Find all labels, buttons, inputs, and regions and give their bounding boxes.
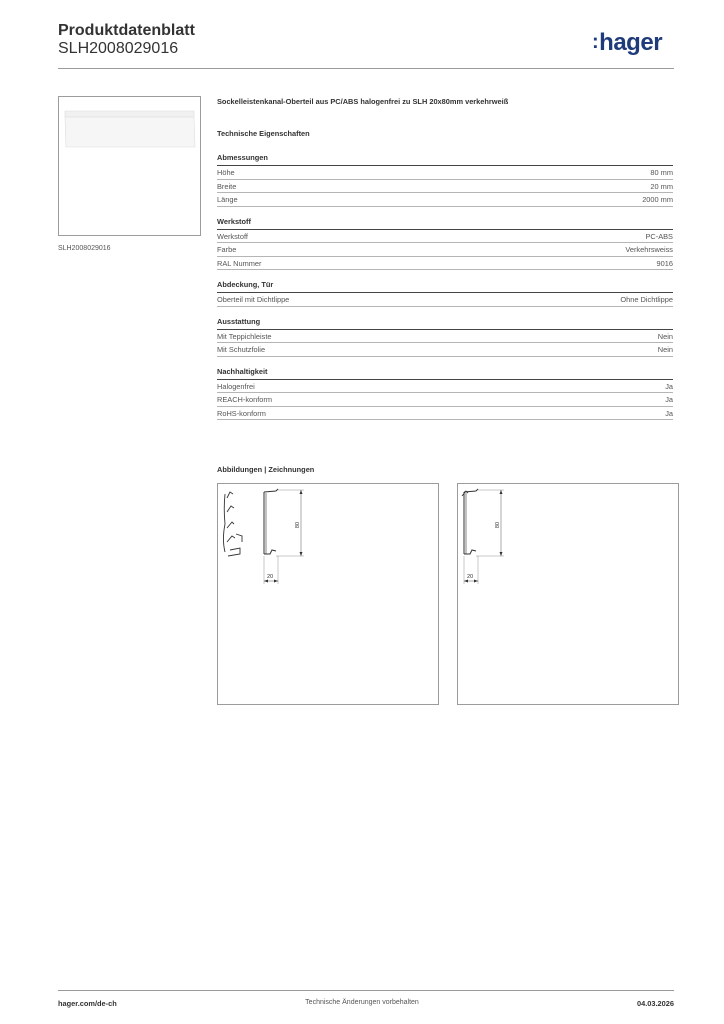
property-value: Verkehrsweiss [625, 245, 673, 254]
footer-divider [58, 990, 674, 991]
image-caption: SLH2008029016 [58, 245, 111, 252]
property-row [217, 243, 673, 257]
property-row [217, 380, 673, 394]
property-label: REACH-konform [217, 395, 273, 404]
section-title: Nachhaltigkeit [217, 367, 673, 380]
product-image [58, 96, 201, 236]
footer-website-link[interactable]: hager.com/de-ch [58, 999, 117, 1008]
property-section [217, 153, 673, 207]
property-row [217, 343, 673, 357]
property-row [217, 393, 673, 407]
drawing2-height-label: 80 [495, 521, 501, 529]
property-value: 20 mm [650, 181, 673, 191]
footer-date: 04.03.2026 [637, 999, 674, 1008]
property-label: Breite [217, 181, 237, 191]
section-title: Werkstoff [217, 217, 673, 230]
properties-sections [217, 153, 673, 420]
property-label: RoHS-konform [217, 408, 266, 418]
product-code: SLH2008029016 [58, 40, 179, 57]
property-section [217, 280, 673, 307]
product-description: Sockelleistenkanal-Oberteil aus PC/ABS halogenfrei zu SLH 20x80mm verkehrweiß [217, 97, 509, 106]
drawing1-width-label: 20 [267, 574, 274, 580]
drawing-profile [457, 483, 679, 705]
property-section [217, 317, 673, 357]
property-row [217, 166, 673, 180]
property-value: Nein [657, 345, 673, 354]
property-row [217, 193, 673, 207]
property-label: Länge [217, 195, 238, 204]
footer-disclaimer: Technische Änderungen vorbehalten [305, 999, 419, 1006]
hager-logo: :hager [592, 29, 663, 56]
property-label: Mit Teppichleiste [217, 331, 272, 341]
drawing1-height-label: 80 [295, 521, 301, 529]
property-row [217, 407, 673, 421]
logo-text: hager [599, 29, 663, 56]
property-value: Ja [665, 395, 673, 404]
property-row [217, 330, 673, 344]
property-value: Nein [657, 331, 673, 341]
property-value: Ohne Dichtlippe [620, 295, 673, 304]
property-section [217, 367, 673, 421]
property-row [217, 230, 673, 244]
property-label: Mit Schutzfolie [217, 345, 266, 354]
property-value: PC-ABS [645, 231, 673, 241]
drawing-profile-with-side [217, 483, 439, 705]
property-row [217, 257, 673, 271]
property-row [217, 180, 673, 194]
page-title: Produktdatenblatt [58, 22, 195, 39]
property-value: 2000 mm [642, 195, 673, 204]
property-label: Höhe [217, 168, 235, 177]
property-label: Oberteil mit Dichtlippe [217, 295, 290, 304]
properties-title: Technische Eigenschaften [217, 129, 310, 138]
section-title: Abdeckung, Tür [217, 280, 673, 293]
header-divider [58, 68, 674, 69]
property-label: RAL Nummer [217, 258, 262, 268]
property-label: Farbe [217, 245, 237, 254]
property-row [217, 293, 673, 307]
property-value: 80 mm [650, 168, 673, 177]
property-value: Ja [665, 381, 673, 391]
drawings-title: Abbildungen | Zeichnungen [217, 465, 315, 474]
section-title: Ausstattung [217, 317, 673, 330]
section-title: Abmessungen [217, 153, 673, 166]
main-content [217, 97, 673, 430]
property-label: Halogenfrei [217, 381, 255, 391]
property-section [217, 217, 673, 271]
property-value: Ja [665, 408, 673, 418]
property-label: Werkstoff [217, 231, 248, 241]
drawing2-width-label: 20 [467, 574, 474, 580]
property-value: 9016 [656, 258, 673, 268]
